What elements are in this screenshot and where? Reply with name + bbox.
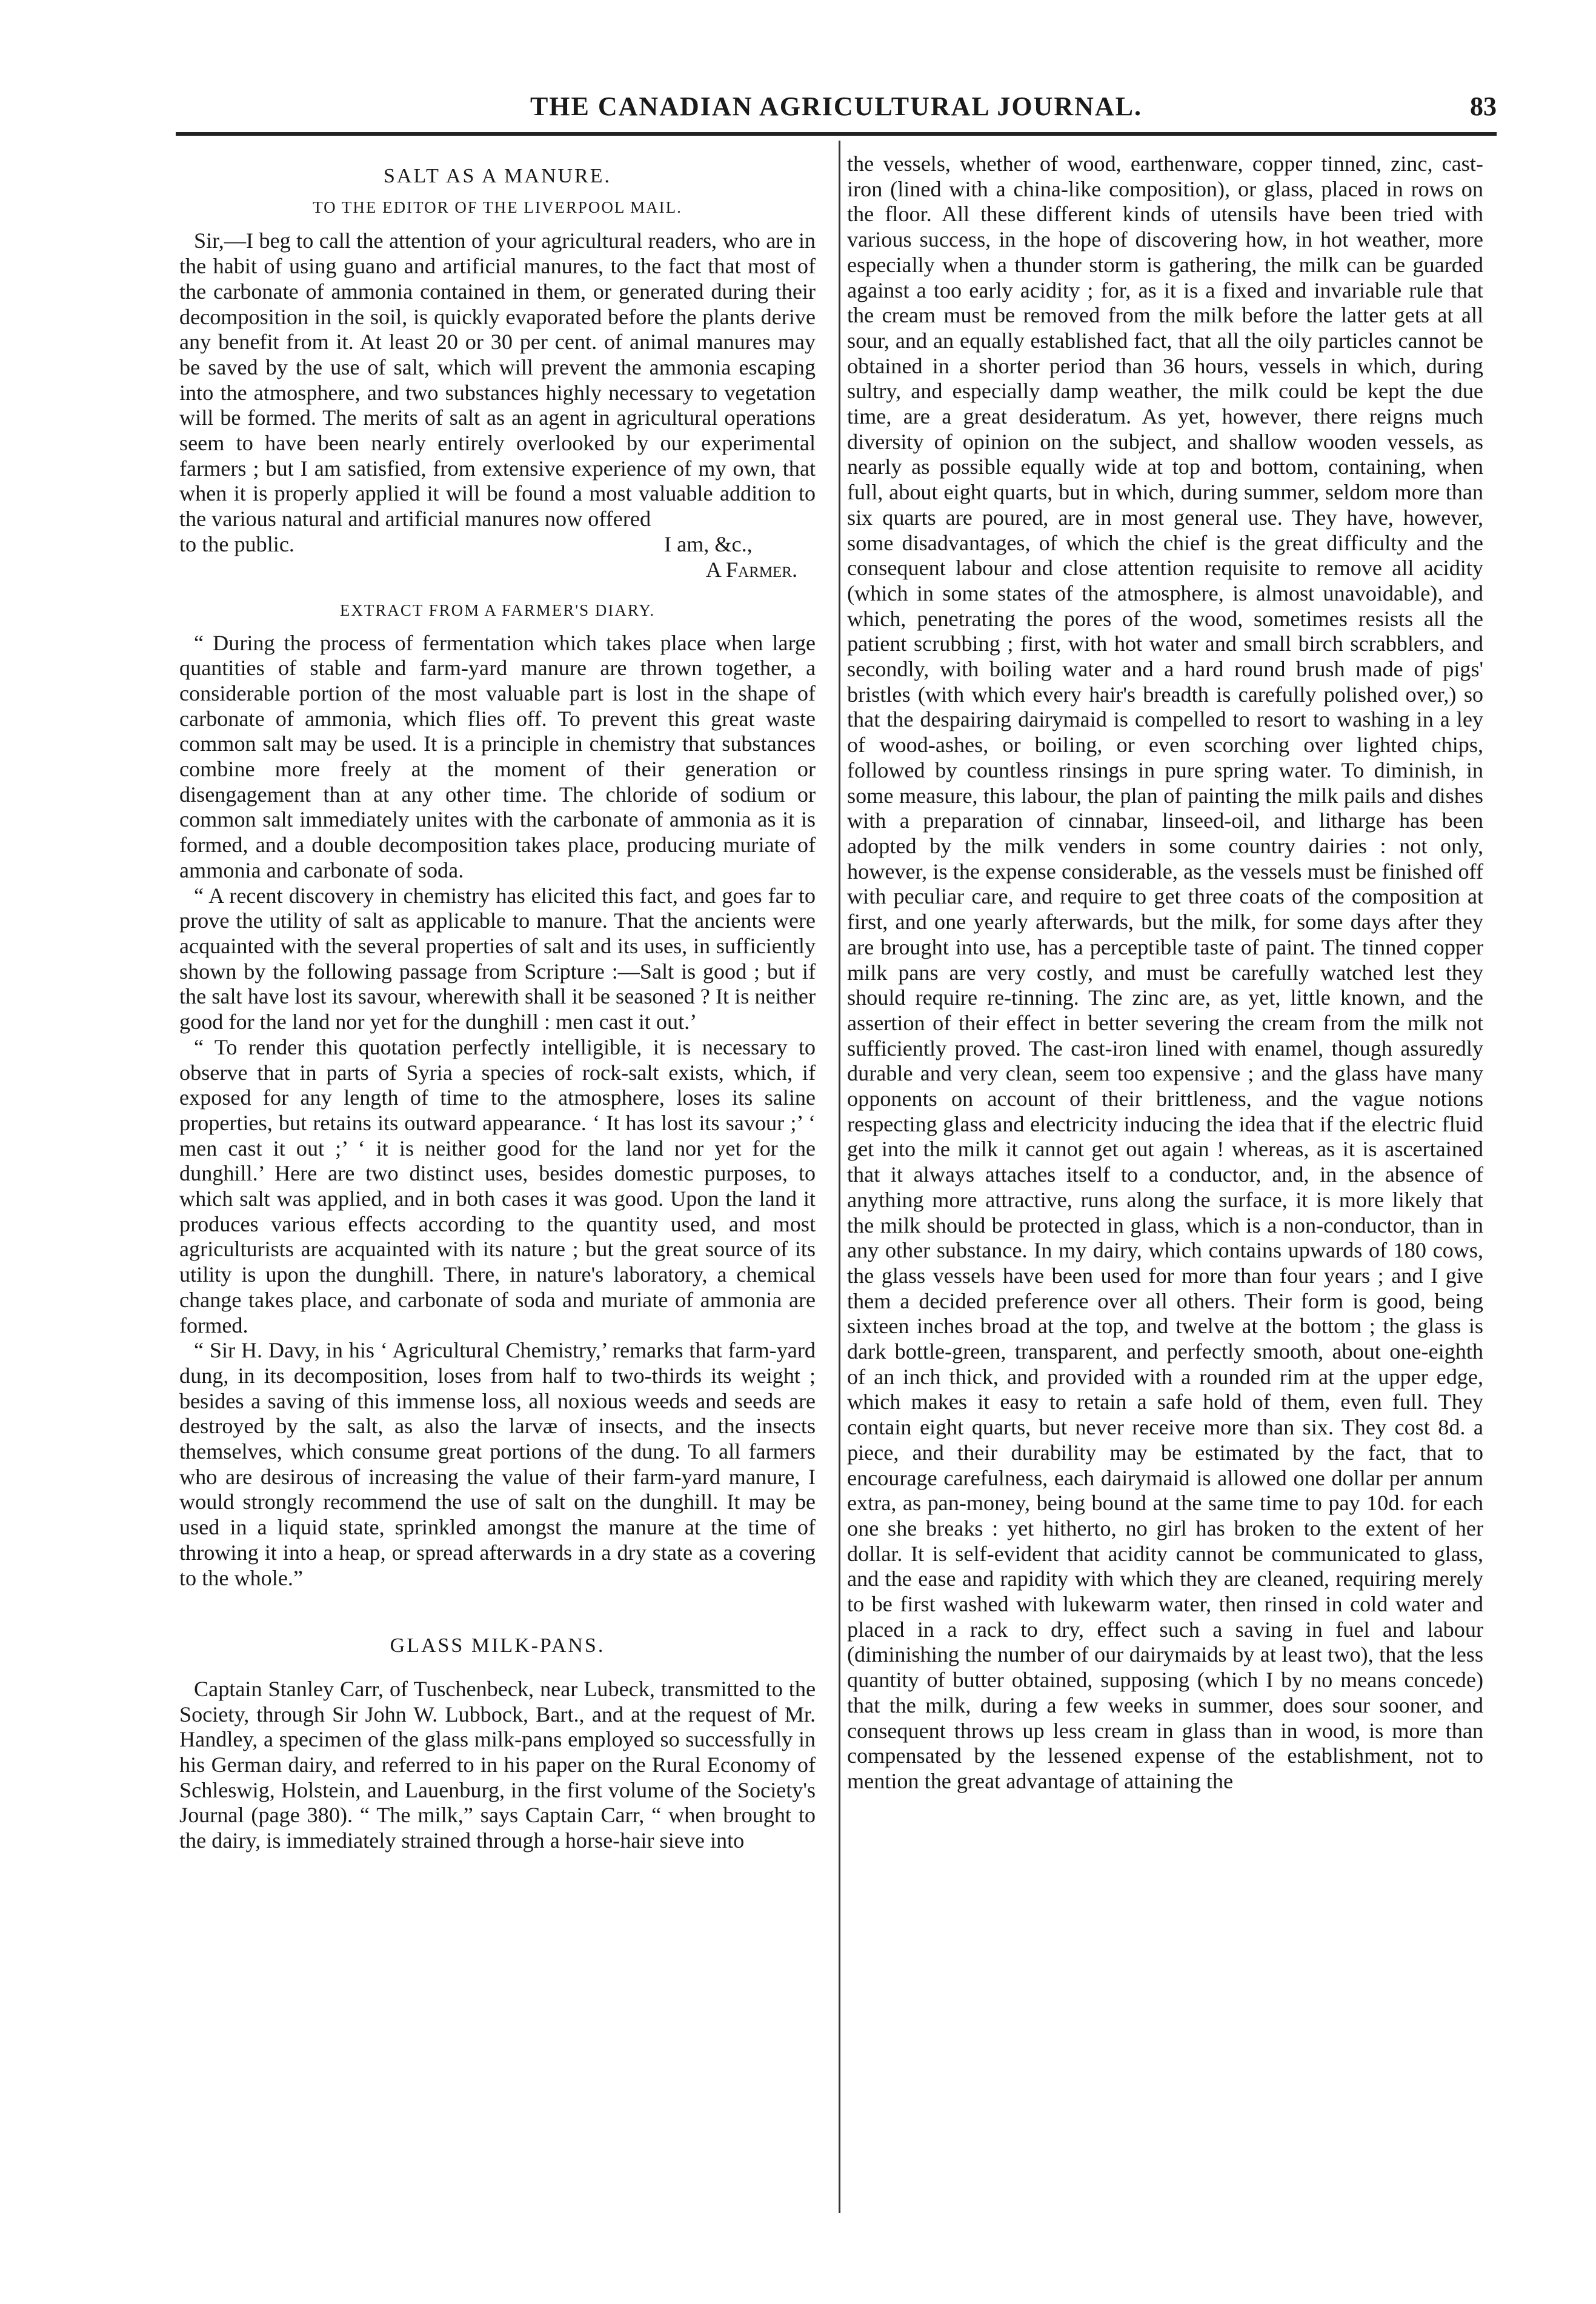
salt-article-signoff <box>179 532 816 582</box>
salt-article-title: SALT AS A MANURE. <box>384 165 611 187</box>
right-column <box>847 151 1483 1794</box>
column-divider <box>839 141 840 2213</box>
header-rule <box>176 132 1497 136</box>
closing-salutation: I am, &c., <box>664 531 753 556</box>
salt-article-body: Sir,—I beg to call the attention of your agricultural readers, who are in the habit of using guano and artificial manures, to the fact that most of the carbonate of ammonia contained in them, or generated during their decomposition in the soil, is quickly evaporated before the plants derive any benefit from it. At least 20 or 30 per cent. of animal manures may be saved by the use of salt, which will prevent the ammonia escaping into the atmosphere, and two substances highly necessary to vegetation will be formed. The merits of salt as an agent in agricultural operations seem to have been nearly entirely overlooked by our experimental farmers ; but I am satisfied, from extensive experience of my own, that when it is properly applied it will be found a most valuable addition to the various natural and artificial manures now offered <box>179 228 816 531</box>
diary-paragraph: “ During the process of fermentation which takes place when large quantities of stable and farm-yard manure are thrown together, a considerable portion of the most valuable part is lost in the shape of carbonate of ammonia, which flies off. To prevent this great waste common salt may be used. It is a principle in chemistry that substances combine more freely at the moment of their generation or disengagement than at any other time. The chloride of sodium or common salt immediately unites with the carbonate of ammonia as it is formed, and a double decomposition takes place, producing muriate of ammonia and carbonate of soda. <box>179 630 816 882</box>
diary-extract-title: EXTRACT FROM A FARMER'S DIARY. <box>339 601 656 619</box>
signature: A Farmer. <box>705 557 797 582</box>
glass-article-paragraph: Captain Stanley Carr, of Tuschenbeck, near Lubeck, transmitted to the Society, through Sir John W. Lubbock, Bart., and at the request of Mr. Handley, a specimen of the glass milk-pans employed so successfully in his German dairy, and referred to in his paper on the Rural Economy of Schleswig, Holstein, and Lauenburg, in the first volume of the Society's Journal (page 380). “ The milk,” says Captain Carr, “ when brought to the dairy, is immediately strained through a horse-hair sieve into <box>179 1676 816 1853</box>
glass-article-title: GLASS MILK-PANS. <box>390 1634 605 1657</box>
glass-article-continuation: the vessels, whether of wood, earthenware, copper tinned, zinc, cast-iron (lined with a china-like composition), or glass, placed in rows on the floor. All these different kinds of utensils have been tried with various success, in the hope of discovering how, in hot weather, more especially when a thunder storm is gathering, the milk can be guarded against a too early acidity ; for, as it is a fixed and invariable rule that the cream must be removed from the milk before the latter gets at all sour, and an equally established fact, that all the oily particles cannot be obtained in a shorter period than 36 hours, vessels in which, during sultry, and especially damp weather, the milk could be kept the due time, are a great desideratum. As yet, however, there reigns much diversity of opinion on the subject, and shallow wooden vessels, as nearly as possible equally wide at top and bottom, containing, when full, about eight quarts, but in which, during summer, seldom more than six quarts are poured, are in most general use. They have, however, some disadvantages, of which the chief is the great difficulty and the consequent labour and close attention requisite to remove all acidity (which in some states of the atmosphere, is almost unavoidable), and which, penetrating the pores of the wood, sometimes resists all the patient scrubbing ; first, with hot water and small birch scrabblers, and secondly, with boiling water and a hard round brush made of pigs' bristles (with which every hair's breadth is carefully polished over,) so that the despairing dairymaid is compelled to resort to washing in a ley of wood-ashes, or boiling, or even scorching over lighted chips, followed by countless rinsings in pure spring water. To diminish, in some measure, this labour, the plan of painting the milk pails and dishes with a preparation of cinnabar, linseed-oil, and litharge has been adopted by the milk venders in some country dairies : not only, however, is the expense considerable, as the vessels must be finished off with peculiar care, and require to get three coats of the composition at first, and one yearly afterwards, but the milk, for some days after they are brought into use, has a perceptible taste of paint. The tinned copper milk pans are very costly, and must be carefully watched lest they should require re-tinning. The zinc are, as yet, little known, and the assertion of their effect in better severing the cream from the milk not sufficiently proved. The cast-iron lined with enamel, though assuredly durable and very clean, seem too expensive ; and the glass have many opponents on account of their brittleness, and the vague notions respecting glass and electricity inducing the idea that if the electric fluid get into the milk it cannot get out again ! whereas, as it is ascertained that it always attaches itself to a conductor, and, in the absence of anything more attractive, runs along the surface, it is more likely that the milk should be protected in glass, which is a non-conductor, than in any other substance. In my dairy, which contains upwards of 180 cows, the glass vessels have been used for more than four years ; and I give them a decided preference over all others. Their form is good, being sixteen inches broad at the top, and twelve at the bottom ; the glass is dark bottle-green, transparent, and perfectly smooth, about one-eighth of an inch thick, and provided with a rounded rim at the upper edge, which makes it easy to retain a safe hold of them, even full. They contain eight quarts, but never receive more than six. They cost 8d. a piece, and their durability may be estimated by the fact, that to encourage carefulness, each dairymaid is allowed one dollar per annum extra, as pan-money, being bound at the same time to pay 10d. for each one she breaks : yet hitherto, no girl has broken to the extent of her dollar. It is self-evident that acidity cannot be communicated to glass, and the ease and rapidity with which they are cleaned, requiring merely to be first washed with lukewarm water, then rinsed in cold water and placed in a rack to dry, effect such a saving in fuel and labour (diminishing the number of our dairymaids by at least two), that the less quantity of butter obtained, supposing (which I by no means concede) that the milk, during a few weeks in summer, does sour sooner, and consequent throws up less cream in glass than in wood, is more than compensated by the lessened expense of the establishment, not to mention the great advantage of attaining the <box>847 151 1483 1793</box>
diary-paragraph: “ To render this quotation perfectly intelligible, it is necessary to observe that in parts of Syria a species of rock-salt exists, which, if exposed for any length of time to the atmosphere, loses its saline properties, but retains its outward appearance. ‘ It has lost its savour ;’ ‘ men cast it out ;’ ‘ it is neither good for the land nor yet for the dunghill.’ Here are two distinct uses, besides domestic purposes, to which salt was applied, and in both cases it was good. Upon the land it produces various effects according to the quantity used, and most agriculturists are acquainted with its nature ; but the great source of its utility is upon the dunghill. There, in nature's laboratory, a chemical change takes place, and carbonate of soda and muriate of ammonia are formed. <box>179 1034 816 1337</box>
journal-title: THE CANADIAN AGRICULTURAL JOURNAL. <box>530 92 1143 121</box>
left-column <box>179 151 816 1854</box>
salt-article-subtitle: TO THE EDITOR OF THE LIVERPOOL MAIL. <box>313 198 682 216</box>
closing-line: to the public. <box>179 531 294 556</box>
page-header <box>176 91 1497 127</box>
diary-paragraph: “ Sir H. Davy, in his ‘ Agricultural Chemistry,’ remarks that farm-yard dung, in its decomposition, loses from half to two-thirds its weight ; besides a saving of this immense loss, all noxious weeds and seeds are destroyed by the salt, as also the larvæ of insects, and the insects themselves, which consume great portions of the dung. To all farmers who are desirous of increasing the value of their farm-yard manure, I would strongly recommend the use of salt on the dunghill. It may be used in a liquid state, sprinkled amongst the manure at the time of throwing it into a heap, or spread afterwards in a dry state as a covering to the whole.” <box>179 1338 816 1590</box>
diary-paragraph: “ A recent discovery in chemistry has elicited this fact, and goes far to prove the utility of salt as applicable to manure. That the ancients were acquainted with the several properties of salt and its uses, in sufficiently shown by the following passage from Scripture :—Salt is good ; but if the salt have lost its savour, wherewith shall it be seasoned ? It is neither good for the land nor yet for the dunghill : men cast it out.’ <box>179 883 816 1034</box>
page-number: 83 <box>1470 92 1497 121</box>
